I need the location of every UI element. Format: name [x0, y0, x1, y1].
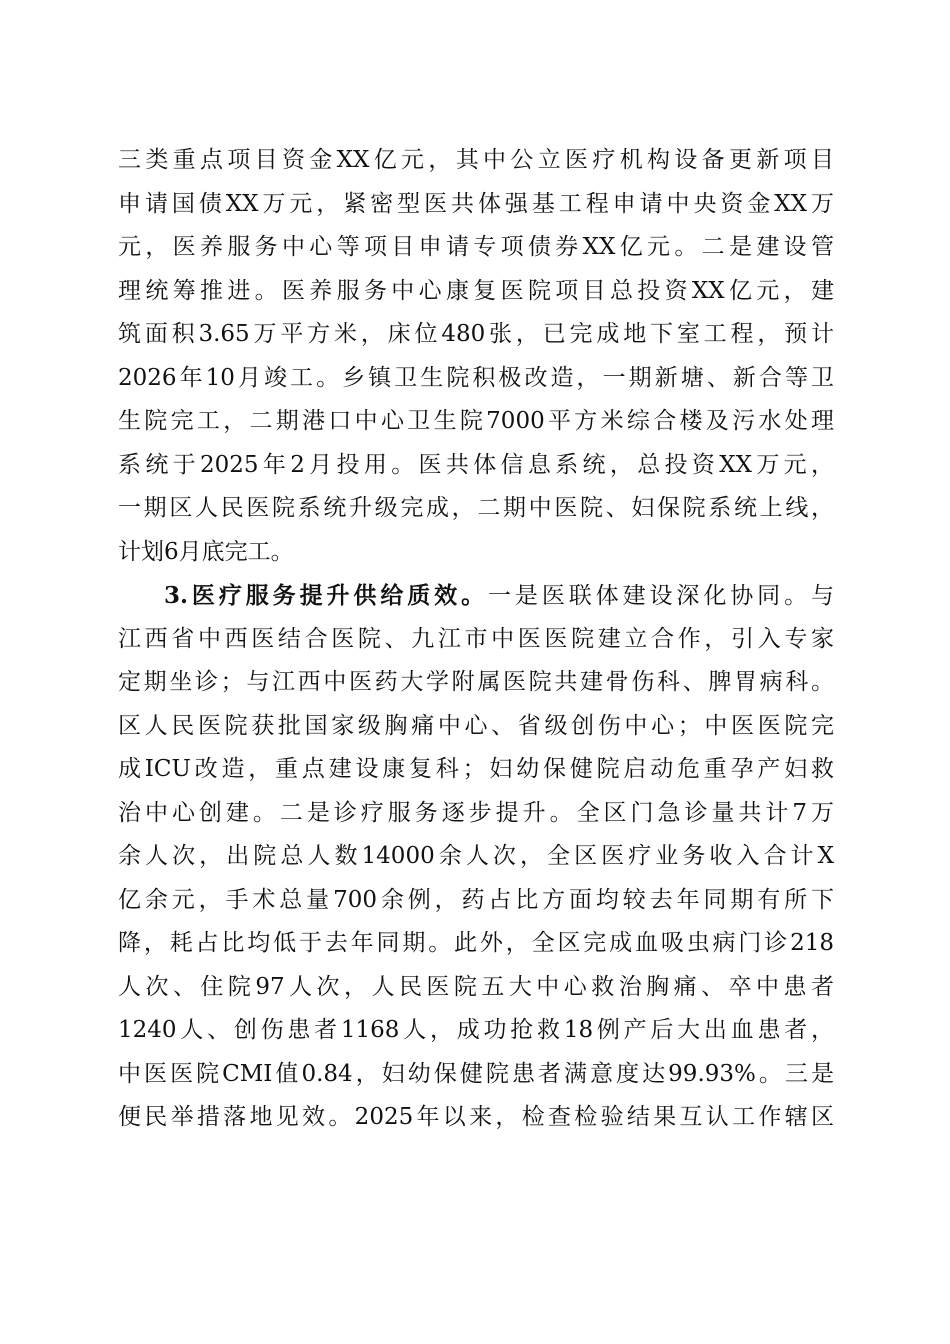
- paragraph-medical-services: [118, 574, 834, 1140]
- paragraph-construction-progress: [118, 139, 834, 574]
- text-line: 人次、住院97人次，人民医院五大中心救治胸痛、卒中患者: [118, 973, 834, 1000]
- text-line: 降，耗占比均低于去年同期。此外，全区完成血吸虫病门诊218: [118, 930, 834, 956]
- text-line: 1240人、创伤患者1168人，成功抢救18例产后大出血患者，: [118, 1017, 834, 1043]
- paragraph-first-line: [118, 574, 834, 618]
- text-line: 余人次，出院总人数14000余人次，全区医疗业务收入合计X: [118, 843, 834, 869]
- text-line: 成ICU改造，重点建设康复科；妇幼保健院启动危重孕产妇救: [118, 756, 834, 782]
- text-line: 元，医养服务中心等项目申请专项债券XX亿元。二是建设管: [118, 234, 834, 260]
- text-line: 亿余元，手术总量700余例，药占比方面均较去年同期有所下: [118, 886, 834, 913]
- text-line: 区人民医院获批国家级胸痛中心、省级创伤中心；中医医院完: [118, 712, 834, 739]
- text-line: 系统于2025年2月投用。医共体信息系统，总投资XX万元，: [118, 451, 834, 478]
- text-line: 理统筹推进。医养服务中心康复医院项目总投资XX亿元，建: [118, 277, 834, 304]
- text-line: 筑面积3.65万平方米，床位480张，已完成地下室工程，预计: [118, 321, 834, 347]
- text-line: 中医医院CMI值0.84，妇幼保健院患者满意度达99.93%。三是: [118, 1060, 834, 1087]
- text-line: 一期区人民医院系统升级完成，二期中医院、妇保院系统上线，: [118, 495, 834, 521]
- text-line: 计划6月底完工。: [118, 538, 294, 565]
- text-line: 便民举措落地见效。2025年以来，检查检验结果互认工作辖区: [118, 1104, 834, 1130]
- text-line: 2026年10月竣工。乡镇卫生院积极改造，一期新塘、新合等卫: [118, 364, 834, 391]
- text-line: 定期坐诊；与江西中医药大学附属医院共建骨伤科、脾胃病科。: [118, 669, 834, 695]
- document-body: [118, 139, 834, 1140]
- text-line: 江西省中西医结合医院、九江市中医医院建立合作，引入专家: [118, 625, 834, 652]
- text-line: 生院完工，二期港口中心卫生院7000平方米综合楼及污水处理: [118, 408, 834, 434]
- text-line: 申请国债XX万元，紧密型医共体强基工程申请中央资金XX万: [118, 190, 834, 217]
- text-line: 治中心创建。二是诊疗服务逐步提升。全区门急诊量共计7万: [118, 799, 834, 826]
- text-line: 三类重点项目资金XX亿元，其中公立医疗机构设备更新项目: [118, 147, 834, 173]
- text-run: 一是医联体建设深化协同。与: [488, 583, 834, 609]
- section-heading: 3.医疗服务提升供给质效。: [164, 582, 489, 609]
